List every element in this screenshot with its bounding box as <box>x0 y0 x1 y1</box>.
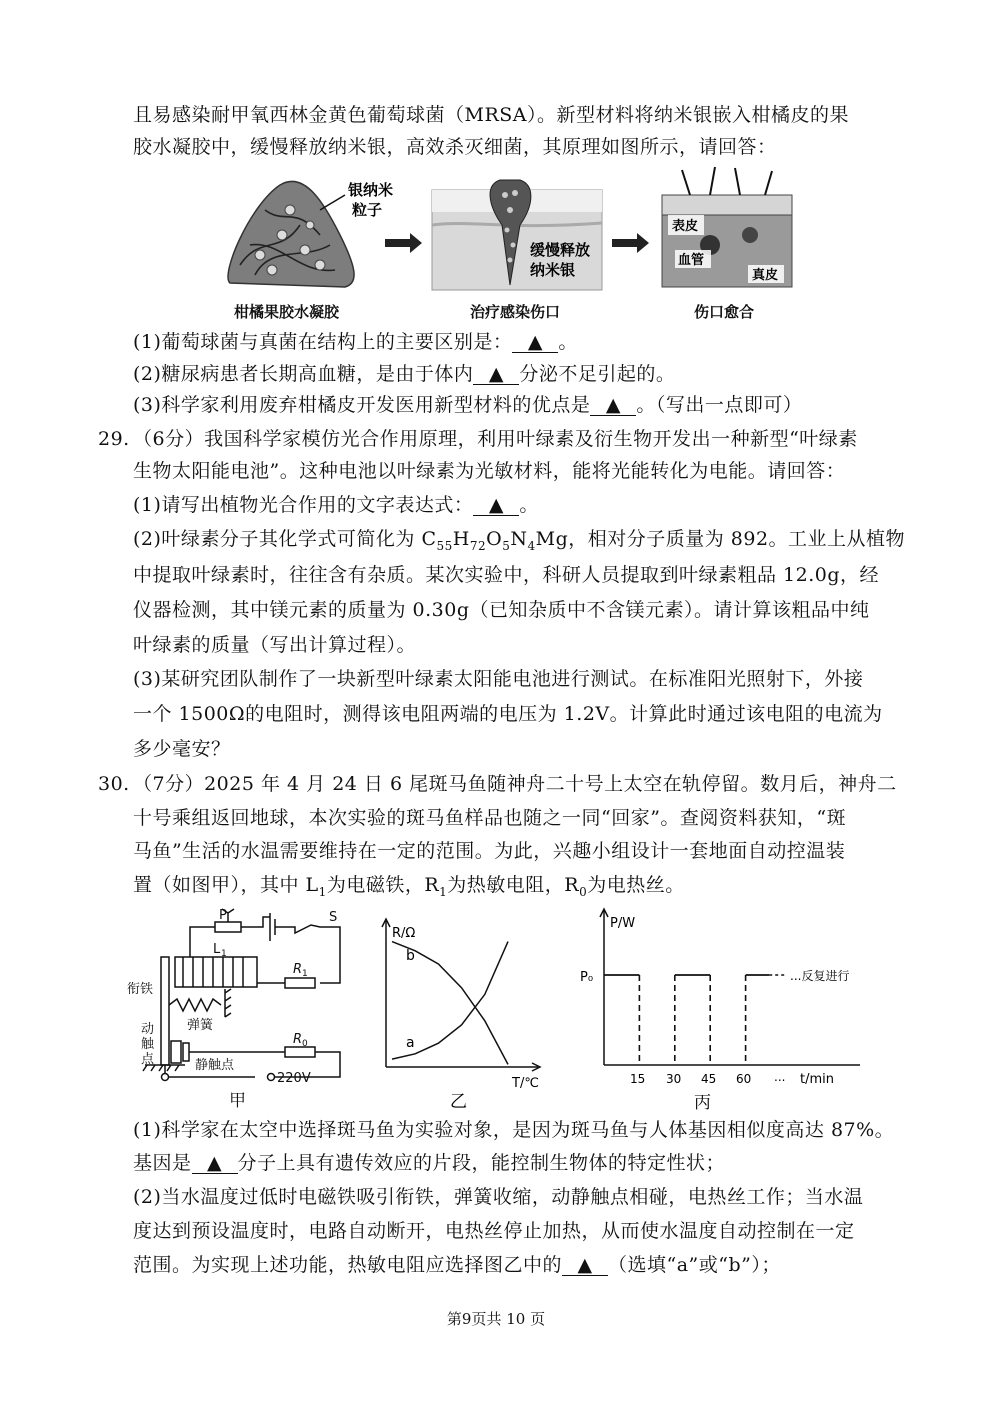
q29-formula-post: ，相对分子质量为 892。工业上从植物 <box>568 528 906 550</box>
callout-release-1: 缓慢释放 <box>530 241 591 259</box>
callout-line <box>320 195 345 210</box>
q29-part3-line-3: 多少毫安？ <box>133 738 231 760</box>
formula-el-h: H <box>452 528 470 550</box>
q30-l4-sub3: 0 <box>579 884 588 899</box>
hydrogel-blob <box>228 181 354 287</box>
page-footer: 第9页共 10 页 <box>446 1310 546 1328</box>
level-label-p0: P₀ <box>580 970 594 985</box>
x-axis-label: T/℃ <box>512 1076 539 1091</box>
q29-part1-end: 。 <box>519 494 539 516</box>
q28-part3-end: 。（写出一点即可） <box>636 394 803 416</box>
arrow-right-icon <box>385 233 422 253</box>
chart-resistance-svg <box>372 915 552 1110</box>
x-axis-label: t/min <box>800 1072 834 1087</box>
y-axis-label: P/W <box>610 916 636 931</box>
q30-part1-line-2 <box>133 1151 725 1175</box>
q28-part2-text: (2)糖尿病患者长期高血糖，是由于体内 <box>133 363 474 385</box>
q29-part1-text: (1)请写出植物光合作用的文字表达式： <box>133 494 474 516</box>
q29-number: 29. <box>98 428 130 450</box>
formula-sub-n: 4 <box>527 538 536 553</box>
label-r0: R <box>293 1032 303 1047</box>
q29-part1 <box>133 493 539 517</box>
q30-l4-c: 为热敏电阻，R <box>447 874 580 896</box>
x-tick-30: 30 <box>666 1072 682 1086</box>
q29-part2-line-2: 中提取叶绿素时，往往含有杂质。某次实验中，科研人员提取到叶绿素粗品 12.0g，经 <box>133 564 880 586</box>
label-r1-sub: 1 <box>302 969 308 979</box>
q30-l4-a: 置（如图甲），其中 L <box>133 874 319 896</box>
formula-sub-h: 72 <box>469 538 487 553</box>
q30-part2-line-1: (2)当水温度过低时电磁铁吸引衔铁，弹簧收缩，动静触点相碰，电热丝工作；当水温 <box>133 1186 864 1208</box>
q29-part2-line-3: 仪器检测，其中镁元素的质量为 0.30g（已知杂质中不含镁元素）。请计算该粗品中纯 <box>133 599 870 621</box>
caption-healed: 伤口愈合 <box>694 303 755 321</box>
series-label-a: a <box>406 1035 415 1051</box>
answer-blank: ▲ <box>473 364 519 385</box>
intro-line-1: 且易感染耐甲氧西林金黄色葡萄球菌（MRSA）。新型材料将纳米银嵌入柑橘皮的果 <box>133 104 849 126</box>
x-tick-ellipsis: ... <box>774 1070 786 1084</box>
intro-line-2: 胶水凝胶中，缓慢释放纳米银，高效杀灭细菌，其原理如图所示，请回答： <box>133 136 777 158</box>
label-spring: 弹簧 <box>187 1018 214 1033</box>
q30-part1-post: 分子上具有遗传效应的片段，能控制生物体的特定性状； <box>237 1152 726 1174</box>
q30-l4-d: 为电热丝。 <box>587 874 685 896</box>
q28-part1 <box>133 330 578 354</box>
caption-jia: 甲 <box>229 1091 246 1110</box>
label-moving-2: 触 <box>141 1037 155 1052</box>
label-r0-sub: 0 <box>302 1039 308 1049</box>
skin-dermis-label: 真皮 <box>752 268 779 283</box>
q30-part2-post: （选填“a”或“b”）； <box>608 1254 781 1276</box>
x-tick-60: 60 <box>736 1072 752 1086</box>
q28-part2 <box>133 362 675 386</box>
skin-vessel-label: 血管 <box>678 253 705 268</box>
answer-blank: ▲ <box>192 1153 238 1174</box>
chart-title: 乙 <box>450 1092 467 1110</box>
q30-number: 30. <box>98 773 130 795</box>
q30-line-2: 十号乘组返回地球，本次实验的斑马鱼样品也随之一同“回家”。查阅资料获知，“斑 <box>133 807 847 829</box>
formula-el-o: O <box>486 528 503 550</box>
q28-part1-text: (1)葡萄球菌与真菌在结构上的主要区别是： <box>133 331 513 353</box>
q29-line-2: 生物太阳能电池”。这种电池以叶绿素为光敏材料，能将光能转化为电能。请回答： <box>133 460 846 482</box>
q29-part2-line-1 <box>133 527 905 558</box>
q29-formula-pre: (2)叶绿素分子其化学式可简化为 C <box>133 528 437 550</box>
label-moving-1: 动 <box>141 1022 155 1037</box>
power-drop-lines <box>639 975 785 1065</box>
hair-strands <box>682 167 772 195</box>
q30-part1-line-1: (1)科学家在太空中选择斑马鱼为实验对象，是因为斑马鱼与人体基因相似度高达 87%。 <box>133 1119 895 1141</box>
label-l1: L <box>213 942 221 957</box>
q29-part2-line-4: 叶绿素的质量（写出计算过程）。 <box>133 634 417 656</box>
q30-line-4 <box>133 873 685 904</box>
arrow-right-icon <box>612 233 649 253</box>
answer-blank: ▲ <box>473 495 519 516</box>
answer-blank: ▲ <box>590 395 636 416</box>
callout-nano-1: 银纳米 <box>348 181 394 199</box>
caption-hydrogel: 柑橘果胶水凝胶 <box>234 303 340 321</box>
q30-l4-b: 为电磁铁，R <box>326 874 440 896</box>
chart-title: 丙 <box>694 1093 711 1110</box>
y-axis-label: R/Ω <box>392 926 416 941</box>
chart-power-svg <box>578 905 868 1110</box>
caption-wound: 治疗感染伤口 <box>470 303 561 321</box>
q30-l4-sub2: 1 <box>439 884 448 899</box>
circuit-svg <box>125 905 360 1110</box>
q28-part1-end: 。 <box>558 331 578 353</box>
q30-part2-pre: 范围。为实现上述功能，热敏电阻应选择图乙中的 <box>133 1254 563 1276</box>
chart-resistance <box>372 915 552 1110</box>
repeat-annotation: ...反复进行 <box>790 969 850 983</box>
label-r1: R <box>293 962 303 977</box>
label-moving-3: 点 <box>141 1052 155 1067</box>
label-static-contact: 静触点 <box>195 1058 235 1073</box>
q29-part3-line-2: 一个 1500Ω的电阻时，测得该电阻两端的电压为 1.2V。计算此时通过该电阻的电流为 <box>133 703 883 725</box>
label-p: P <box>219 908 227 923</box>
q28-part2-end: 分泌不足引起的。 <box>519 363 676 385</box>
callout-nano-2: 粒子 <box>352 201 383 219</box>
label-l1-sub: 1 <box>221 949 227 959</box>
answer-blank: ▲ <box>562 1255 608 1276</box>
circuit-diagram <box>125 905 360 1110</box>
callout-release-2: 纳米银 <box>530 261 576 279</box>
formula-sub-o: 5 <box>502 538 511 553</box>
formula-el-n: N <box>510 528 528 550</box>
q29-part3-line-1: (3)某研究团队制作了一块新型叶绿素太阳能电池进行测试。在标准阳光照射下，外接 <box>133 668 864 690</box>
x-tick-45: 45 <box>701 1072 717 1086</box>
chart-power <box>578 905 868 1110</box>
answer-blank: ▲ <box>512 332 558 353</box>
q30-line-3: 马鱼”生活的水温需要维持在一定的范围。为此，兴趣小组设计一套地面自动控温装 <box>133 840 846 862</box>
label-armature: 衔铁 <box>127 982 154 997</box>
skin-epidermis-label: 表皮 <box>672 219 699 234</box>
q30-line-1: （7分）2025 年 4 月 24 日 6 尾斑马鱼随神舟二十号上太空在轨停留。数月后，神舟二 <box>133 773 897 795</box>
q30-part1-pre: 基因是 <box>133 1152 192 1174</box>
q30-part2-line-3 <box>133 1253 781 1277</box>
q29-line-1: （6分）我国科学家模仿光合作用原理，利用叶绿素及衍生物开发出一种新型“叶绿素 <box>133 428 858 450</box>
formula-el-mg: Mg <box>535 528 569 550</box>
formula-sub-c: 55 <box>436 538 453 553</box>
label-s: S <box>329 910 338 925</box>
q28-part3 <box>133 393 802 417</box>
x-tick-15: 15 <box>630 1072 646 1086</box>
q30-part2-line-2: 度达到预设温度时，电路自动断开，电热丝停止加热，从而使水温度自动控制在一定 <box>133 1220 855 1242</box>
series-label-b: b <box>406 948 415 964</box>
label-voltage: 220V <box>277 1071 311 1086</box>
q30-l4-sub1: 1 <box>318 884 327 899</box>
q28-part3-text: (3)科学家利用废弃柑橘皮开发医用新型材料的优点是 <box>133 394 591 416</box>
